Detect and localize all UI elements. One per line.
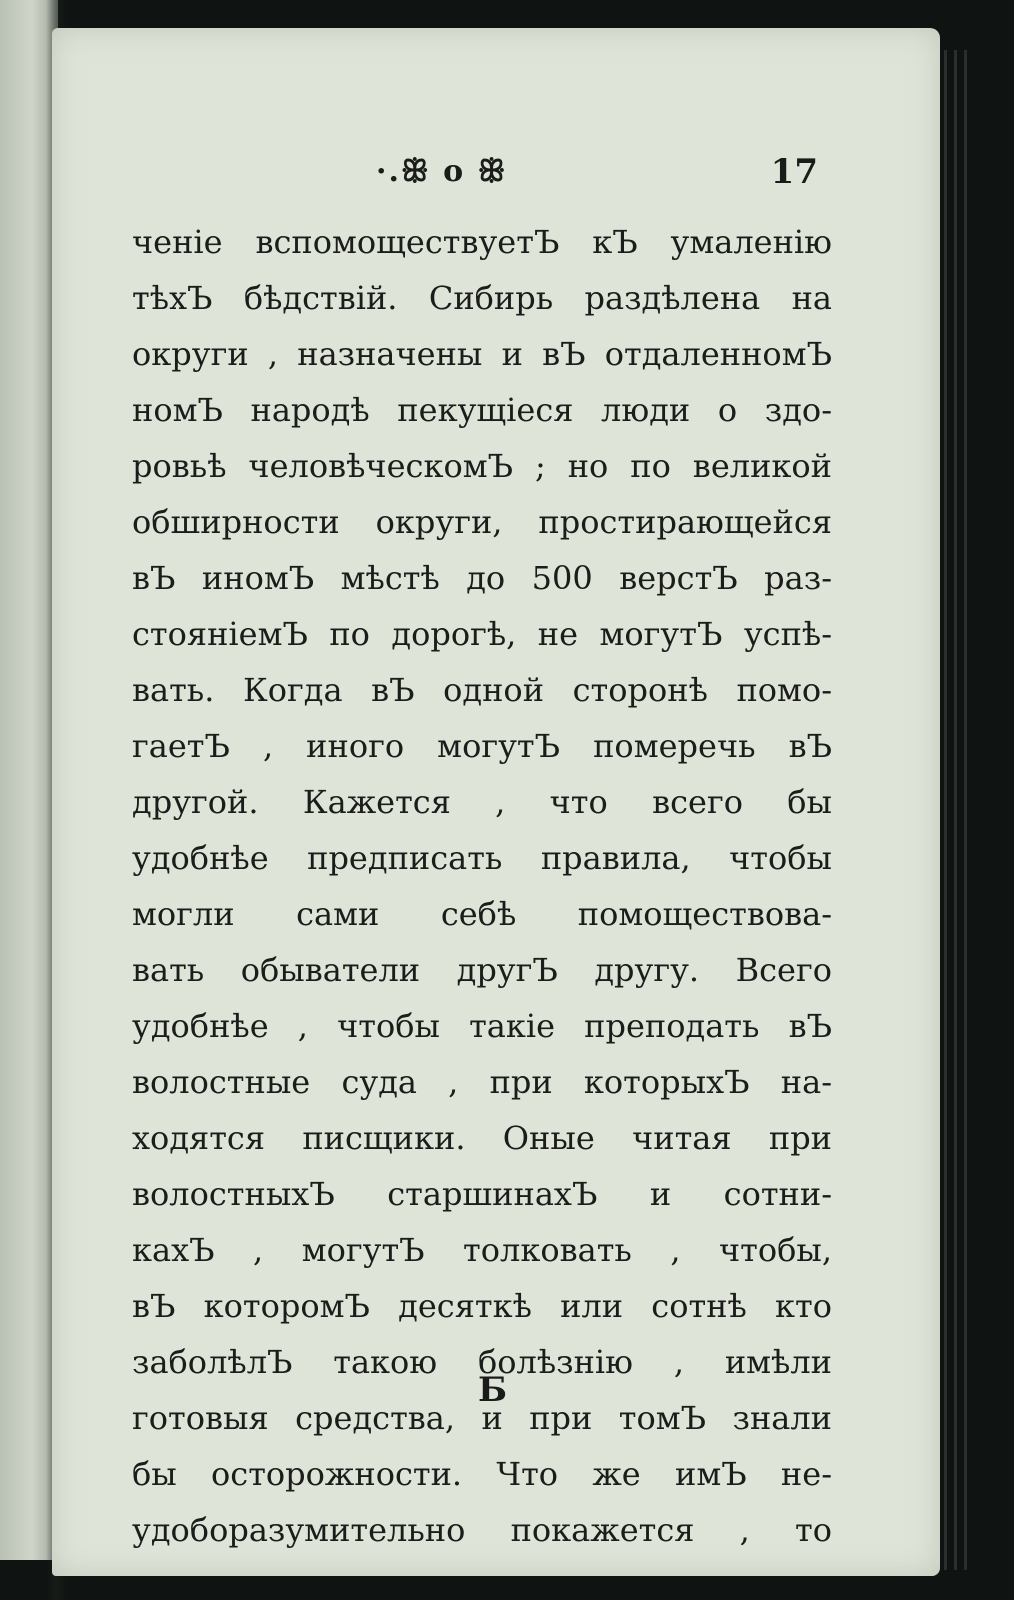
text-line: вЪ которомЪ десяткѣ или сотнѣ кто xyxy=(132,1287,832,1325)
text-line: стояніемЪ по дорогѣ, не могутЪ успѣ- xyxy=(132,615,832,653)
running-header xyxy=(340,152,840,196)
text-line: округи , назначены и вЪ отдаленномЪ xyxy=(132,335,832,373)
text-line: заболѣлЪ такою болѣзнію , имѣли xyxy=(132,1343,832,1381)
signature-mark: Б xyxy=(478,1370,508,1410)
text-line: вать. Когда вЪ одной сторонѣ помо- xyxy=(132,671,832,709)
page-stack-edges xyxy=(940,50,990,1570)
text-line: бы осторожности. Что же имЪ не- xyxy=(132,1455,832,1493)
text-line: ходятся писщики. Оные читая при xyxy=(132,1119,832,1157)
text-line: номЪ народѣ пекущіеся люди о здо- xyxy=(132,391,832,429)
body-text xyxy=(132,214,832,1558)
text-line: готовыя средства, и при томЪ знали xyxy=(132,1399,832,1437)
text-line: волостные суда , при которыхЪ на- xyxy=(132,1063,832,1101)
text-line: ровьѣ человѣческомЪ ; но по великой xyxy=(132,447,832,485)
text-line: удобоpазумительно покажется , то xyxy=(132,1511,832,1549)
text-line: тѣхЪ бѣдствій. Сибирь раздѣлена на xyxy=(132,279,832,317)
text-line: удобнѣе предписать правила, чтобы xyxy=(132,839,832,877)
text-line: вЪ иномЪ мѣстѣ до 500 верстЪ раз- xyxy=(132,559,832,597)
text-line: могли сами себѣ помоществова- xyxy=(132,895,832,933)
text-line: обширности округи, простирающейся xyxy=(132,503,832,541)
text-line: волостныхЪ старшинахЪ и сотни- xyxy=(132,1175,832,1213)
text-line: другой. Кажется , что всего бы xyxy=(132,783,832,821)
page-number: 17 xyxy=(770,152,818,192)
text-line: гаетЪ , иного могутЪ померечь вЪ xyxy=(132,727,832,765)
header-ornament: ·.ꕥ o ꕥ xyxy=(376,154,508,189)
text-line: кахЪ , могутЪ толковать , чтобы, xyxy=(132,1231,832,1269)
text-line: вать обыватели другЪ другу. Всего xyxy=(132,951,832,989)
text-line: удобнѣе , чтобы такіе преподать вЪ xyxy=(132,1007,832,1045)
text-line: ченіе вспомоществуетЪ кЪ умаленію xyxy=(132,223,832,261)
